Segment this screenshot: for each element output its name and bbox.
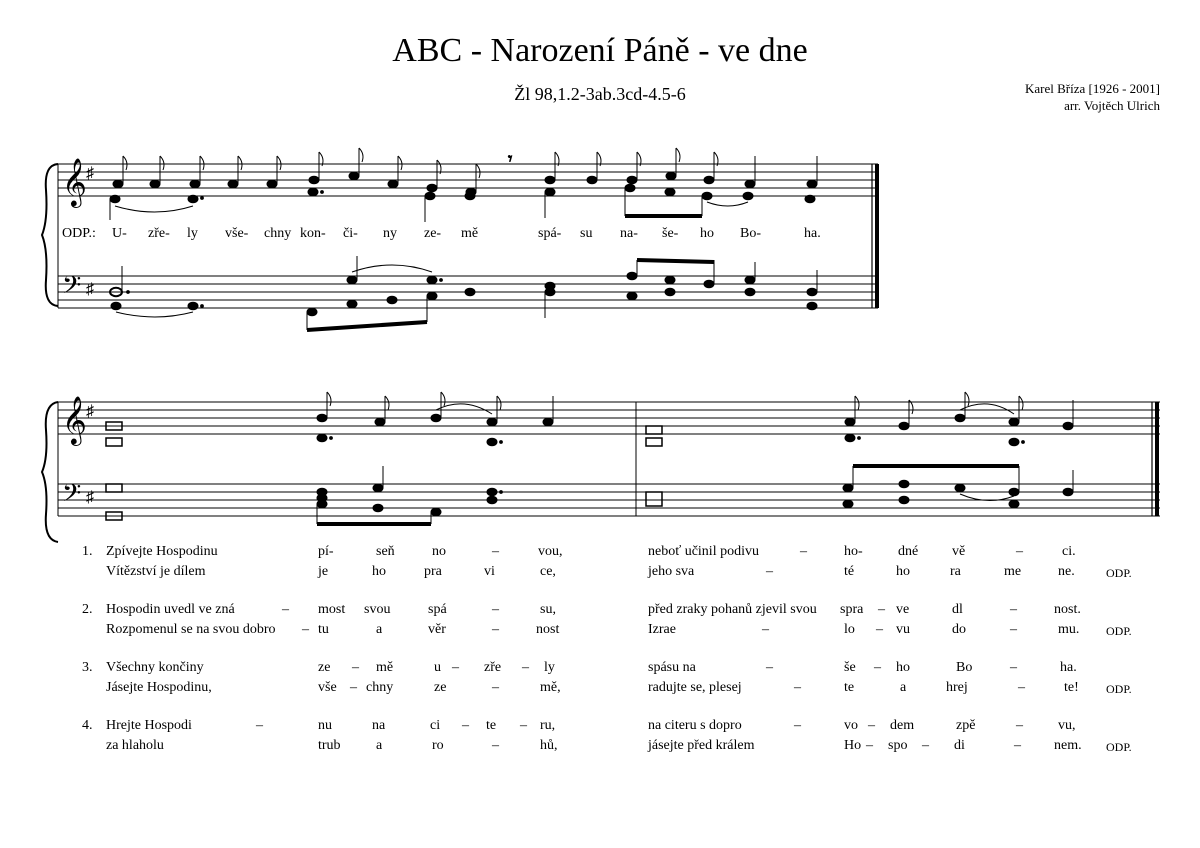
verse-text: ly [544,660,555,675]
verse-text: a [376,622,383,637]
verse-text: lo [844,622,855,637]
verse-text: je [318,564,329,579]
verse-number: 4. [82,718,93,733]
verse-text: seň [376,544,395,559]
verse-text: Ho [844,738,862,753]
verse-text: di [954,738,965,753]
syllable: zře- [148,226,170,241]
odp-marker: ODP. [1106,624,1132,638]
syllable: mě [461,226,479,241]
verse-text: – [868,718,875,733]
verse-text: vu [896,622,910,637]
verse-text: ho- [844,544,863,559]
verse-text: – [452,660,459,675]
verse-text: jásejte před králem [648,738,755,753]
verse-text: – [922,738,929,753]
verse-text: ci. [1062,544,1076,559]
verse-number: 2. [82,602,93,617]
verse-text: vou, [538,544,563,559]
note [587,152,601,184]
rest-icon: 𝄾 [508,151,513,168]
verse-text: Hospodin uvedl ve zná [106,602,235,617]
verse-text: trub [318,738,341,753]
bass-notes-1 [110,256,817,330]
verse-text: – [800,544,807,559]
verse-text: ru, [540,718,556,733]
syllable: ze- [424,226,442,241]
verse-text: me [1004,564,1022,579]
verse-text: – [1010,602,1017,617]
verse-text: za hlaholu [106,738,164,753]
verse-text: ho [372,564,386,579]
verse-text: su, [540,602,556,617]
verse-text: Vítězství je dílem [106,564,206,579]
verse-text: ha. [1060,660,1077,675]
verse-text: – [1014,738,1021,753]
syllable: spá- [538,226,562,241]
verse-text: zře [484,660,502,675]
verse-text: te [486,718,497,733]
verse-text: – [762,622,769,637]
refrain-label: ODP.: [62,226,96,241]
verse-text: te! [1064,680,1079,695]
syllable: ny [383,226,397,241]
verse-text: té [844,564,855,579]
syllable: su [580,226,593,241]
note [704,152,718,184]
verse-text: ho [896,564,910,579]
odp-marker: ODP. [1106,566,1132,580]
verse-text: – [520,718,527,733]
verse-text: Izrae [648,622,676,637]
verse-text: še [844,660,856,675]
sharp-icon: ♯ [86,403,94,420]
verse-number: 1. [82,544,93,559]
verse-text: ve [896,602,910,617]
syllable: vše- [225,226,249,241]
verse-text: nost. [1054,602,1081,617]
verse-text: – [794,718,801,733]
verse-text: – [492,602,499,617]
syllable: ho [700,226,714,241]
verse-text: – [1016,544,1023,559]
verse-text: – [1010,660,1017,675]
verse-text: mě [376,660,394,675]
system-2-notes [106,392,1073,524]
odp-marker: ODP. [1106,740,1132,754]
syllable: ha. [804,226,821,241]
verse-text: hrej [946,680,968,695]
page-title: ABC - Narození Páně - ve dne [392,32,808,69]
verse-text: – [866,738,873,753]
verse-text: dl [952,602,963,617]
syllable: U- [112,226,127,241]
verse-text: svou [364,602,391,617]
verse-text: na citeru s dopro [648,718,742,733]
note [545,152,559,184]
verse-text: nost [536,622,560,637]
verse-text: spásu na [648,660,696,675]
verse-text: a [376,738,383,753]
verse-text: ce, [540,564,556,579]
verse-text: – [766,564,773,579]
verse-text: zpě [956,718,976,733]
verse-text: – [492,544,499,559]
verse-text: vo [844,718,858,733]
verse-text: dné [898,544,919,559]
verse-text: – [256,718,263,733]
verse-text: neboť učinil podivu [648,544,759,559]
verse-text: – [766,660,773,675]
verse-text: – [492,680,499,695]
verse-text: ra [950,564,961,579]
note [427,160,441,192]
verse-text: Všechny končiny [106,660,204,675]
verse-text: – [352,660,359,675]
verse-text: spo [888,738,908,753]
verse-text: Rozpomenul se na svou dobro [106,622,276,637]
verse-text: mě, [540,680,561,695]
verse-text: věr [428,622,446,637]
verse-text: – [282,602,289,617]
verse-text: – [302,622,309,637]
verse-text: nem. [1054,738,1082,753]
verse-text: te [844,680,855,695]
syllable: Bo- [740,226,761,241]
verse-text: Bo [956,660,973,675]
verse-text: jeho sva [648,564,695,579]
verse-text: nu [318,718,332,733]
verse-text: mu. [1058,622,1080,637]
verse-text: na [372,718,386,733]
verse-text: spra [840,602,864,617]
verse-text: – [492,622,499,637]
bass-clef-icon: 𝄢 [62,271,82,306]
verse-text: – [462,718,469,733]
verse-text: a [900,680,907,695]
sharp-icon: ♯ [86,489,94,506]
note [309,152,323,184]
verse-text: u [434,660,441,675]
sharp-icon: ♯ [86,165,94,182]
verse-text: – [794,680,801,695]
syllable: kon- [300,226,326,241]
verse-text: – [878,602,885,617]
verse-text: tu [318,622,329,637]
verse-text: radujte se, plesej [648,680,742,695]
psalm-reference: Žl 98,1.2-3ab.3cd-4.5-6 [514,84,686,104]
verse-text: vi [484,564,495,579]
syllable: ly [187,226,198,241]
verse-text: ro [432,738,444,753]
verse-text: do [952,622,966,637]
syllable: na- [620,226,638,241]
verse-text: – [350,680,357,695]
verse-text: ci [430,718,441,733]
verse-text: vě [952,544,966,559]
verse-text: ze [318,660,331,675]
system-2 [42,402,1160,542]
verse-text: – [522,660,529,675]
verse-text: hů, [540,738,558,753]
verse-text: no [432,544,446,559]
verse-text: ne. [1058,564,1075,579]
sharp-icon: ♯ [86,281,94,298]
verse-text: Hrejte Hospodi [106,718,192,733]
verse-text: vu, [1058,718,1076,733]
verse-text: Zpívejte Hospodinu [106,544,218,559]
verse-text: – [1010,622,1017,637]
verse-number: 3. [82,660,93,675]
treble-clef-icon: 𝄞 [62,157,87,206]
verse-text: – [1018,680,1025,695]
verse-text: ze [434,680,447,695]
verse-text: most [318,602,346,617]
verse-text: spá [428,602,447,617]
treble-clef-icon: 𝄞 [62,395,87,444]
verse-text: pí- [318,544,334,559]
bass-clef-icon: 𝄢 [62,479,82,514]
verse-text: – [876,622,883,637]
syllable: či- [343,226,358,241]
verse-text: – [492,738,499,753]
verse-text: – [1016,718,1023,733]
verse-text: Jásejte Hospodinu, [106,680,212,695]
verse-text: před zraky pohanů zjevil svou [648,602,817,617]
verse-text: pra [424,564,442,579]
verse-text: chny [366,680,394,695]
syllable: chny [264,226,292,241]
syllable: še- [662,226,679,241]
treble-lower-voice-1 [110,184,815,222]
verse-text: vše [318,680,337,695]
verse-text: – [874,660,881,675]
arranger: arr. Vojtěch Ulrich [1064,98,1160,113]
verse-text: dem [890,718,915,733]
note [627,152,641,184]
odp-marker: ODP. [1106,682,1132,696]
composer: Karel Bříza [1926 - 2001] [1024,81,1160,96]
verse-text: ho [896,660,910,675]
